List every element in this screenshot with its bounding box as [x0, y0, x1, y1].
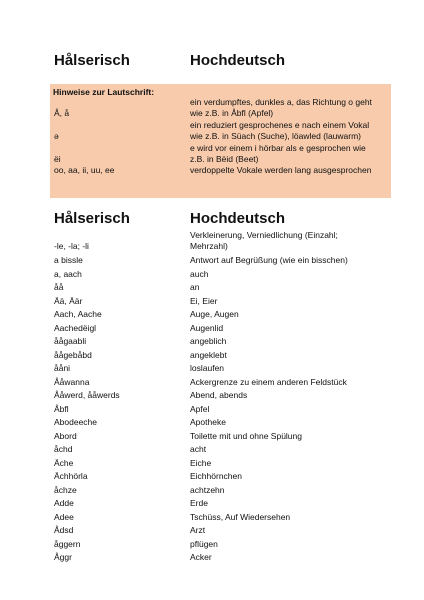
entry-meaning: Acker	[190, 552, 212, 563]
entry-row	[0, 350, 424, 364]
entry-meaning: Eichhörnchen	[190, 471, 242, 482]
header-dialect: Hålserisch	[54, 52, 130, 69]
entry-meaning: Ei, Eier	[190, 295, 218, 306]
entry-row	[0, 539, 424, 553]
entry-row	[0, 444, 424, 458]
entry-row	[0, 417, 424, 431]
entry-meaning: angeklebt	[190, 349, 227, 360]
note-text: wie z.B. in Süach (Suche), löawled (lauwarm)	[190, 131, 362, 142]
entry-word: a bissle	[54, 255, 83, 265]
entry-row	[0, 525, 424, 539]
entry-row	[0, 390, 424, 404]
entry-row	[0, 296, 424, 310]
note-text: ein reduziert gesprochenes e nach einem Vokal	[190, 119, 370, 130]
entry-word: Ächhörla	[54, 471, 88, 482]
entry-row	[0, 498, 424, 512]
first-meaning-line-2: Mehrzahl)	[190, 241, 228, 251]
entry-row	[0, 552, 424, 566]
first-word: -le, -la; -li	[54, 241, 89, 251]
entry-word: ååga​abli	[54, 336, 87, 347]
entry-meaning: Auge, Augen	[190, 309, 239, 320]
entry-row	[0, 363, 424, 377]
entry-word: åå	[54, 282, 64, 293]
entry-word: Abodeeche	[54, 417, 98, 428]
note-symbol: ə	[54, 131, 59, 142]
entry-row	[0, 323, 424, 337]
entry-word: Abord	[54, 430, 77, 441]
entry-meaning: angeblich	[190, 336, 227, 347]
entry-word: åggern	[54, 538, 81, 549]
entry-word: Äche	[54, 457, 74, 468]
entry-word: a, aach	[54, 268, 82, 279]
header-standard-german: Hochdeutsch	[190, 52, 286, 69]
entry-meaning: Tschüss, Auf Wiedersehen	[190, 511, 291, 522]
entry-word: Aachedëigl	[54, 322, 97, 333]
entry-meaning: an	[190, 282, 200, 293]
entry-meaning: loslaufen	[190, 363, 225, 374]
entry-meaning: Abend, abends	[190, 390, 248, 401]
entry-row	[0, 255, 424, 269]
entry-row	[0, 485, 424, 499]
entry-meaning: Eiche	[190, 457, 212, 468]
entry-row	[0, 458, 424, 472]
header-standard-german-2: Hochdeutsch	[190, 210, 286, 227]
entry-meaning: Augenlid	[190, 322, 224, 333]
entry-row	[0, 404, 424, 418]
entry-word: Adee	[54, 511, 74, 522]
note-text: ein verdumpftes, dunkles a, das Richtung o geht	[190, 97, 372, 107]
entry-row	[0, 377, 424, 391]
entry-meaning: Arzt	[190, 525, 206, 536]
note-text: z.B. in Bëid (Beet)	[190, 154, 259, 164]
header-dialect-2: Hålserisch	[54, 210, 130, 227]
entry-meaning: Antwort auf Begrüßung (wie ein bisschen)	[190, 255, 348, 265]
entry-word: åågebåbd	[54, 349, 92, 360]
entry-meaning: Erde	[190, 498, 208, 509]
entry-row	[0, 431, 424, 445]
entry-row	[0, 512, 424, 526]
entry-row	[0, 282, 424, 296]
entry-meaning: Apotheke	[190, 417, 226, 428]
note-symbol: oo, aa, ii, uu, ee	[54, 165, 115, 176]
entry-word: Ååwerd, ååwerds	[54, 390, 120, 401]
entry-meaning: Ackergrenze zu einem anderen Feldstück	[190, 376, 347, 387]
note-text: verdoppelte Vokale werden lang ausgesprochen	[190, 165, 372, 176]
entry-meaning: auch	[190, 268, 209, 279]
note-symbol: Å, å	[54, 108, 70, 119]
entry-word: åchze	[54, 484, 77, 495]
note-symbol: ëi	[54, 154, 61, 164]
entry-meaning: Toilette mit und ohne Spülung	[190, 430, 302, 441]
entry-word: Aach, Aache	[54, 309, 102, 320]
note-text: wie z.B. in Åbfl (Apfel)	[190, 108, 274, 119]
entry-meaning: pflügen	[190, 538, 218, 549]
entry-row	[0, 336, 424, 350]
entry-word: Ååwanna	[54, 376, 90, 387]
entry-word: Ää, Äär	[54, 295, 83, 306]
entry-word: åchd	[54, 444, 73, 455]
entry-meaning: acht	[190, 444, 207, 455]
note-text: e wird vor einem i hörbar als e gesprochen wie	[190, 142, 366, 153]
entry-row	[0, 269, 424, 283]
entry-row	[0, 309, 424, 323]
entry-word: Åbfl	[54, 403, 69, 414]
entry-word: Ådsd	[54, 525, 74, 536]
entry-word: Adde	[54, 498, 74, 509]
entry-row	[0, 471, 424, 485]
entry-meaning: Apfel	[190, 403, 210, 414]
first-meaning-line-1: Verkleinerung, Verniedlichung (Einzahl;	[190, 230, 338, 240]
notes-title: Hinweise zur Lautschrift:	[53, 87, 155, 97]
entry-word: Åggr	[54, 552, 72, 563]
entry-meaning: achtzehn	[190, 484, 225, 495]
entry-word: ååni	[54, 363, 71, 374]
